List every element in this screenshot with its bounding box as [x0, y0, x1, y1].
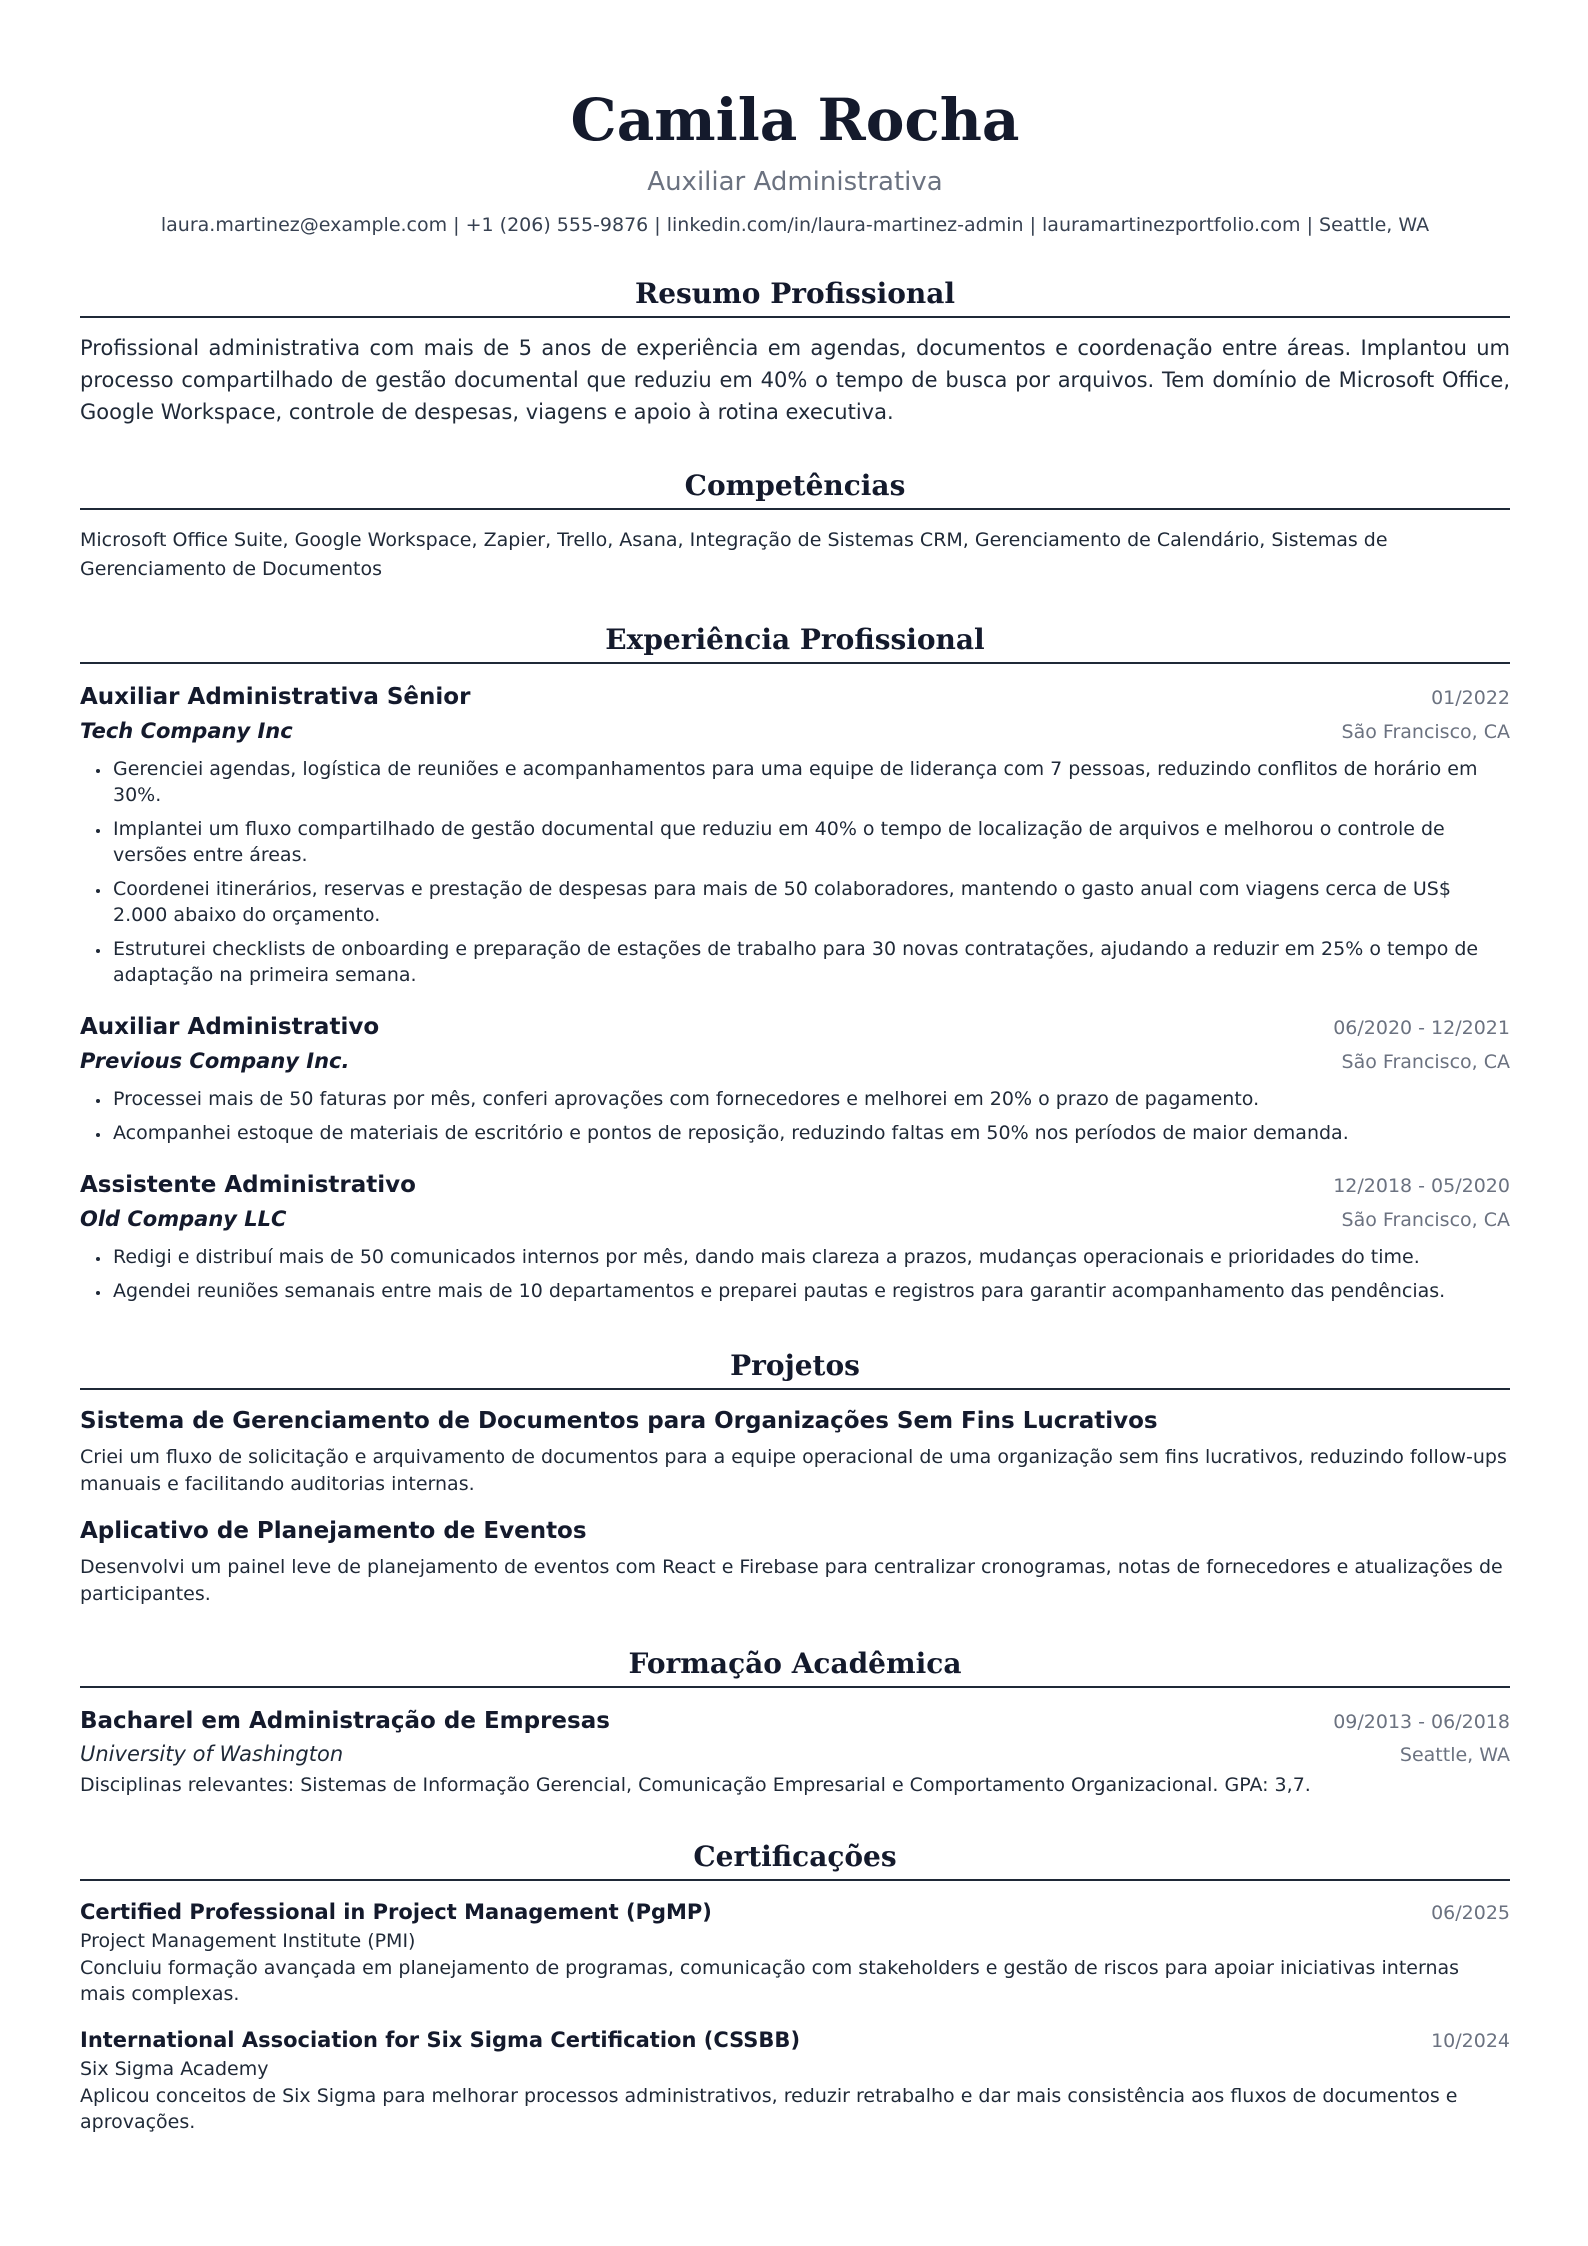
job-entry	[80, 1168, 1510, 1304]
degree-title: Bacharel em Administração de Empresas	[80, 1708, 610, 1734]
certification-title: International Association for Six Sigma Certification (CSSBB)	[80, 2028, 801, 2052]
company-name: Previous Company Inc.	[80, 1049, 350, 1073]
job-bullets	[80, 1244, 1510, 1304]
job-entry	[80, 680, 1510, 988]
project-description: Criei um fluxo de solicitação e arquivamento de documentos para a equipe operacional de uma organização sem fins lucrativos, reduzindo follow-ups manuais e facilitando auditorias internas.	[80, 1446, 1507, 1495]
list-item: • Acompanhei estoque de materiais de escritório e pontos de reposição, reduzindo faltas em 50% nos períodos de maior demanda.	[111, 1120, 1510, 1146]
certification-entry	[80, 1897, 1510, 2007]
list-item: • Gerenciei agendas, logística de reuniões e acompanhamentos para uma equipe de liderança com 7 pessoas, reduzindo conflitos de horário em 30%.	[111, 756, 1510, 808]
section-heading: Resumo Profissional	[80, 276, 1510, 318]
education-date: 09/2013 - 06/2018	[1333, 1711, 1510, 1733]
certification-date: 06/2025	[1431, 1902, 1510, 1924]
job-location: São Francisco, CA	[1341, 1051, 1510, 1073]
job-date: 06/2020 - 12/2021	[1333, 1017, 1510, 1039]
job-headline: Auxiliar Administrativa	[647, 167, 943, 197]
section-heading: Competências	[80, 468, 1510, 510]
certifications-section	[80, 1839, 1510, 2135]
certification-date: 10/2024	[1431, 2030, 1510, 2052]
company-name: Tech Company Inc	[80, 719, 293, 743]
company-name: Old Company LLC	[80, 1207, 287, 1231]
list-item: • Coordenei itinerários, reservas e prestação de despesas para mais de 50 colaboradores, mantendo o gasto anual com viagens cerca de US$ 2.000 abaixo do orçamento.	[111, 876, 1510, 928]
summary-section	[80, 276, 1510, 428]
job-location: São Francisco, CA	[1341, 1209, 1510, 1231]
section-heading: Projetos	[80, 1348, 1510, 1390]
candidate-name: Camila Rocha	[570, 86, 1020, 154]
project-title: Aplicativo de Planejamento de Eventos	[80, 1518, 587, 1544]
education-details: Disciplinas relevantes: Sistemas de Informação Gerencial, Comunicação Empresarial e Comportamento Organizacional. GPA: 3,7.	[80, 1774, 1311, 1796]
certification-issuer: Project Management Institute (PMI)	[80, 1930, 416, 1952]
section-heading: Certificações	[80, 1839, 1510, 1881]
job-title: Auxiliar Administrativo	[80, 1014, 380, 1040]
job-entry	[80, 1010, 1510, 1146]
job-bullets	[80, 756, 1510, 988]
section-heading: Formação Acadêmica	[80, 1646, 1510, 1688]
project-description: Desenvolvi um painel leve de planejamento de eventos com React e Firebase para centralizar cronogramas, notas de fornecedores e atualizações de participantes.	[80, 1556, 1503, 1605]
job-location: São Francisco, CA	[1341, 721, 1510, 743]
school-location: Seattle, WA	[1399, 1744, 1510, 1766]
section-heading: Experiência Profissional	[80, 622, 1510, 664]
job-date: 01/2022	[1431, 687, 1510, 709]
job-date: 12/2018 - 05/2020	[1333, 1175, 1510, 1197]
job-bullets	[80, 1086, 1510, 1146]
job-title: Auxiliar Administrativa Sênior	[80, 684, 471, 710]
list-item: • Processei mais de 50 faturas por mês, conferi aprovações com fornecedores e melhorei em 20% o prazo de pagamento.	[111, 1086, 1510, 1112]
certification-entry	[80, 2025, 1510, 2135]
list-item: • Redigi e distribuí mais de 50 comunicados internos por mês, dando mais clareza a prazos, mudanças operacionais e prioridades do time.	[111, 1244, 1510, 1270]
project-title: Sistema de Gerenciamento de Documentos para Organizações Sem Fins Lucrativos	[80, 1408, 1158, 1434]
experience-section	[80, 622, 1510, 1304]
certification-description: Concluiu formação avançada em planejamento de programas, comunicação com stakeholders e gestão de riscos para apoiar iniciativas internas mais complexas.	[80, 1957, 1460, 2005]
job-title: Assistente Administrativo	[80, 1172, 416, 1198]
project-entry	[80, 1404, 1510, 1498]
summary-text: Profissional administrativa com mais de 5 anos de experiência em agendas, documentos e coordenação entre áreas. Implantou um processo compartilhado de gestão documental que reduziu em 40% o tempo de busca por arquivos. Tem domínio de Microsoft Office, Google Workspace, controle de despesas, viagens e apoio à rotina executiva.	[80, 336, 1510, 424]
skills-section	[80, 468, 1510, 584]
certification-issuer: Six Sigma Academy	[80, 2058, 269, 2080]
project-entry	[80, 1514, 1510, 1608]
contact-line: laura.martinez@example.com | +1 (206) 555-9876 | linkedin.com/in/laura-martinez-admin | lauramartinezportfolio.com | Seattle, WA	[160, 214, 1430, 236]
projects-section	[80, 1348, 1510, 1608]
list-item: • Estruturei checklists de onboarding e preparação de estações de trabalho para 30 novas contratações, ajudando a reduzir em 25% o tempo de adaptação na primeira semana.	[111, 936, 1510, 988]
school-name: University of Washington	[80, 1742, 344, 1766]
list-item: • Implantei um fluxo compartilhado de gestão documental que reduziu em 40% o tempo de localização de arquivos e melhorou o controle de versões entre áreas.	[111, 816, 1510, 868]
resume-page	[80, 0, 1510, 2135]
list-item: • Agendei reuniões semanais entre mais de 10 departamentos e preparei pautas e registros para garantir acompanhamento das pendências.	[111, 1278, 1510, 1304]
skills-text: Microsoft Office Suite, Google Workspace, Zapier, Trello, Asana, Integração de Sistemas CRM, Gerenciamento de Calendário, Sistemas de Gerenciamento de Documentos	[80, 529, 1388, 580]
certification-title: Certified Professional in Project Management (PgMP)	[80, 1900, 712, 1924]
education-entry	[80, 1704, 1510, 1799]
education-section	[80, 1646, 1510, 1799]
certification-description: Aplicou conceitos de Six Sigma para melhorar processos administrativos, reduzir retrabalho e dar mais consistência aos fluxos de documentos e aprovações.	[80, 2085, 1458, 2133]
